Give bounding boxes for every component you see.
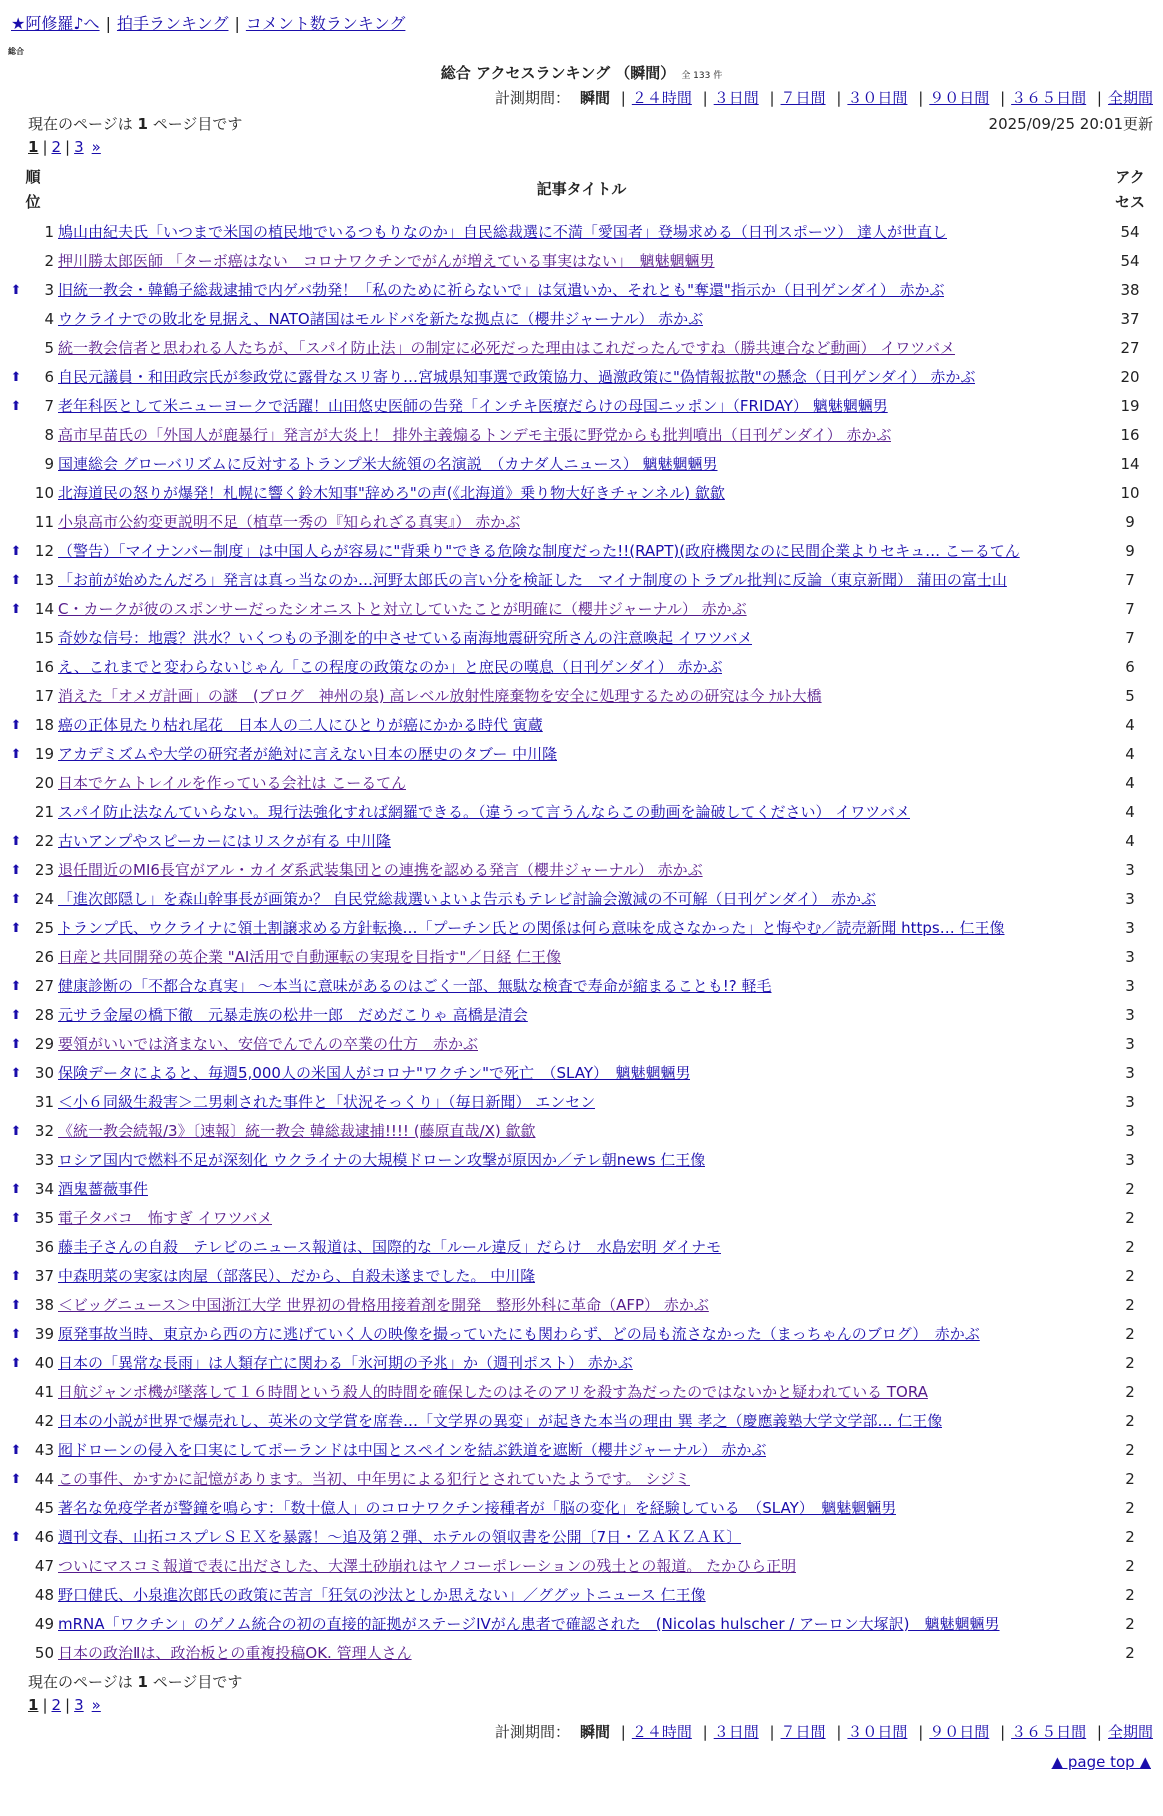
article-title-link[interactable]: 日本でケムトレイルを作っている会社は こーるてん <box>58 774 407 792</box>
table-row <box>0 305 1163 334</box>
table-row <box>0 856 1163 885</box>
table-row <box>0 1552 1163 1581</box>
rank-number: 19 <box>34 745 54 763</box>
period-link-90d[interactable]: ９０日間 <box>929 89 990 107</box>
table-row <box>0 711 1163 740</box>
access-count: 3 <box>1125 1035 1135 1053</box>
period-link-24h[interactable]: ２４時間 <box>631 1723 692 1741</box>
access-count: 2 <box>1125 1586 1135 1604</box>
rank-number: 39 <box>34 1325 54 1343</box>
table-row <box>0 1291 1163 1320</box>
up-arrow-icon: ⬆ <box>10 1008 22 1023</box>
table-row <box>0 1436 1163 1465</box>
article-title-link[interactable]: ついにマスコミ報道で表に出ださした、大澤土砂崩れはヤノコーポレーションの残土との報道。 たかひら正明 <box>58 1557 797 1575</box>
article-title-link[interactable]: 退任間近のMI6長官がアル・カイダ系武装集団との連携を認める発言（櫻井ジャーナル） 赤かぶ <box>58 861 703 879</box>
article-title-link[interactable]: 中森明菜の実家は肉屋（部落民）、だから、自殺未遂までした。 中川隆 <box>58 1267 536 1285</box>
up-arrow-icon: ⬆ <box>10 573 22 588</box>
rank-number: 9 <box>44 455 54 473</box>
table-row <box>0 1059 1163 1088</box>
up-arrow-icon: ⬆ <box>10 283 22 298</box>
up-arrow-icon: ⬆ <box>10 1211 22 1226</box>
period-link-24h[interactable]: ２４時間 <box>631 89 692 107</box>
rank-number: 40 <box>34 1354 54 1372</box>
article-title-link[interactable]: スパイ防止法なんていらない。現行法強化すれば網羅できる。（違うって言うんならこの動画を論破してください） イワツバメ <box>58 803 910 821</box>
up-arrow-icon: ⬆ <box>10 863 22 878</box>
rank-number: 4 <box>44 310 54 328</box>
article-title-link[interactable]: 日本の「異常な長雨」は人類存亡に関わる「氷河期の予兆」か（週刊ポスト） 赤かぶ <box>58 1354 633 1372</box>
table-row <box>0 769 1163 798</box>
period-link-7d[interactable]: ７日間 <box>780 1723 826 1741</box>
rank-number: 33 <box>34 1151 54 1169</box>
article-title-link[interactable]: C・カークが彼のスポンサーだったシオニストと対立していたことが明確に（櫻井ジャーナル） 赤かぶ <box>58 600 747 618</box>
pager-next[interactable]: » <box>91 1696 101 1714</box>
article-title-link[interactable]: 奇妙な信号：地震？洪水？いくつもの予測を的中させている南海地震研究所さんの注意喚起 イワツバメ <box>58 629 753 647</box>
rank-number: 7 <box>44 397 54 415</box>
article-title-link[interactable]: ウクライナでの敗北を見据え、NATO諸国はモルドバを新たな拠点に（櫻井ジャーナル） 赤かぶ <box>58 310 704 328</box>
table-row <box>0 1204 1163 1233</box>
access-count: 3 <box>1125 890 1135 908</box>
up-arrow-icon: ⬆ <box>10 1327 22 1342</box>
access-count: 2 <box>1125 1470 1135 1488</box>
rank-number: 42 <box>34 1412 54 1430</box>
rank-number: 44 <box>34 1470 54 1488</box>
article-title-link[interactable]: 健康診断の「不都合な真実」 ～本当に意味があるのはごく一部、無駄な検査で寿命が縮まることも!? 軽毛 <box>58 977 772 995</box>
rank-number: 8 <box>44 426 54 444</box>
article-title-link[interactable]: ＜小６同級生殺害＞二男刺された事件と「状況そっくり」（毎日新聞） エンセン <box>58 1093 596 1111</box>
article-title-link[interactable]: 日航ジャンボ機が墜落して１６時間という殺人的時間を確保したのはそのアリを殺す為だったのではないかと疑われている TORA <box>58 1383 928 1401</box>
clap-ranking-link[interactable]: 拍手ランキング <box>116 14 229 33</box>
rank-number: 20 <box>34 774 54 792</box>
rank-number: 35 <box>34 1209 54 1227</box>
access-count: 3 <box>1125 1151 1135 1169</box>
rank-number: 36 <box>34 1238 54 1256</box>
article-title-link[interactable]: 酒鬼薔薇事件 <box>58 1180 149 1198</box>
rank-number: 28 <box>34 1006 54 1024</box>
article-title-link[interactable]: 「お前が始めたんだろ」発言は真っ当なのか…河野太郎氏の言い分を検証した マイナ制度のトラブル批判に反論（東京新聞） 蒲田の富士山 <box>58 571 1007 589</box>
table-row <box>0 914 1163 943</box>
column-header-rank: 順 位 <box>25 168 41 211</box>
table-row <box>0 1117 1163 1146</box>
table-row <box>0 1175 1163 1204</box>
access-count: 4 <box>1125 803 1135 821</box>
up-arrow-icon: ⬆ <box>10 921 22 936</box>
access-count: 3 <box>1125 977 1135 995</box>
pager-page-2[interactable]: 2 <box>51 1696 62 1714</box>
rank-number: 18 <box>34 716 54 734</box>
title-text: 総合 アクセスランキング （瞬間） <box>440 64 676 82</box>
article-title-link[interactable]: 北海道民の怒りが爆発！札幌に響く鈴木知事"辞めろ"の声(《北海道》乗り物大好きチャンネル) 歙歙 <box>58 484 725 502</box>
access-count: 2 <box>1125 1354 1135 1372</box>
access-count: 3 <box>1125 1006 1135 1024</box>
article-title-link[interactable]: 「進次郎隠し」を森山幹事長が画策か？ 自民党総裁選いよいよ告示もテレビ討論会激減の不可解（日刊ゲンダイ） 赤かぶ <box>58 890 877 908</box>
article-title-link[interactable]: トランプ氏、ウクライナに領土割譲求める方針転換…「プーチン氏との関係は何ら意味を成さなかった」と悔やむ／読売新聞 https… 仁王像 <box>58 919 1005 937</box>
rank-number: 3 <box>44 281 54 299</box>
up-arrow-icon: ⬆ <box>10 1356 22 1371</box>
period-link-7d[interactable]: ７日間 <box>780 89 826 107</box>
ranking-table <box>0 218 1163 1668</box>
rank-number: 12 <box>34 542 54 560</box>
table-row <box>0 392 1163 421</box>
up-arrow-icon: ⬆ <box>10 1066 22 1081</box>
pager-top: 1 | 2 | 3 » <box>28 138 101 156</box>
rank-number: 27 <box>34 977 54 995</box>
rank-number: 30 <box>34 1064 54 1082</box>
table-row <box>0 218 1163 247</box>
table-row <box>0 1639 1163 1668</box>
table-row <box>0 1465 1163 1494</box>
access-count: 2 <box>1125 1441 1135 1459</box>
access-count: 37 <box>1120 310 1140 328</box>
article-title-link[interactable]: 電子タバコ 怖すぎ イワツバメ <box>58 1209 273 1227</box>
period-current: 瞬間 <box>579 89 610 107</box>
table-row <box>0 1378 1163 1407</box>
period-link-90d[interactable]: ９０日間 <box>929 1723 990 1741</box>
up-arrow-icon: ⬆ <box>10 1530 22 1545</box>
up-arrow-icon: ⬆ <box>10 892 22 907</box>
access-count: 7 <box>1125 600 1135 618</box>
access-count: 2 <box>1125 1528 1135 1546</box>
article-title-link[interactable]: ロシア国内で燃料不足が深刻化 ウクライナの大規模ドローン攻撃が原因か／テレ朝news 仁王像 <box>58 1151 706 1169</box>
access-count: 19 <box>1120 397 1140 415</box>
access-count: 14 <box>1120 455 1140 473</box>
total-count: 全 133 件 <box>681 71 723 81</box>
article-title-link[interactable]: 藤圭子さんの自殺 テレビのニュース報道は、国際的な「ルール違反」だらけ 水島宏明 ダイナモ <box>58 1238 722 1256</box>
rank-number: 23 <box>34 861 54 879</box>
article-title-link[interactable]: （警告）「マイナンバー制度」は中国人らが容易に"背乗り"できる危険な制度だった!!(RAPT)(政府機関なのに民間企業よりセキュ… こーるてん <box>58 542 1020 560</box>
rank-number: 48 <box>34 1586 54 1604</box>
access-count: 27 <box>1120 339 1140 357</box>
article-title-link[interactable]: 統一教会信者と思われる人たちが、「スパイ防止法」の制定に必死だった理由はこれだったんですね（勝共連合など動画） イワツバメ <box>58 339 955 357</box>
rank-number: 5 <box>44 339 54 357</box>
rank-number: 49 <box>34 1615 54 1633</box>
category-label: 総合 <box>8 47 24 56</box>
article-title-link[interactable]: 原発事故当時、東京から西の方に逃げていく人の映像を撮っていたにも関わらず、どの局も流さなかった（まっちゃんのブログ） 赤かぶ <box>58 1325 980 1343</box>
access-count: 3 <box>1125 1122 1135 1140</box>
up-arrow-icon: ⬆ <box>10 1182 22 1197</box>
top-nav <box>11 11 405 34</box>
home-link[interactable]: ★阿修羅♪へ <box>11 14 100 33</box>
access-count: 20 <box>1120 368 1140 386</box>
access-count: 9 <box>1125 542 1135 560</box>
access-count: 3 <box>1125 919 1135 937</box>
article-title-link[interactable]: 日本の政治Ⅱは、政治板との重複投稿OK. 管理人さん <box>58 1644 412 1662</box>
pager-page-2[interactable]: 2 <box>51 138 62 156</box>
article-title-link[interactable]: 野口健氏、小泉進次郎氏の政策に苦言「狂気の沙汰としか思えない」／ググットニュース 仁王像 <box>58 1586 706 1604</box>
table-row <box>0 334 1163 363</box>
rank-number: 14 <box>34 600 54 618</box>
table-row <box>0 682 1163 711</box>
period-label: 計測期間： <box>494 1723 570 1741</box>
pager-current: 1 <box>28 1696 39 1714</box>
access-count: 4 <box>1125 774 1135 792</box>
rank-number: 21 <box>34 803 54 821</box>
up-arrow-icon: ⬆ <box>10 1298 22 1313</box>
rank-number: 17 <box>34 687 54 705</box>
rank-number: 1 <box>44 223 54 241</box>
table-row <box>0 276 1163 305</box>
current-page-text: 現在のページは 1 ページ目です <box>28 115 243 133</box>
period-selector-top: 計測期間： 瞬間 | ２４時間 | ３日間 | ７日間 | ３０日間 | ９０日間 | ３６５日間 | 全期間 <box>494 89 1153 107</box>
article-title-link[interactable]: 国連総会 グローバリズムに反対するトランプ米大統領の名演説 （カナダ人ニュース） 魑魅魍魎男 <box>58 455 718 473</box>
table-row <box>0 1523 1163 1552</box>
table-row <box>0 363 1163 392</box>
article-title-link[interactable]: ＜ビッグニュース＞中国浙江大学 世界初の骨格用接着剤を開発 整形外科に革命（AFP） 赤かぶ <box>58 1296 709 1314</box>
article-title-link[interactable]: 自民元議員・和田政宗氏が参政党に露骨なスリ寄り…宮城県知事選で政策協力、過激政策に"偽情報拡散"の懸念（日刊ゲンダイ） 赤かぶ <box>58 368 976 386</box>
up-arrow-icon: ⬆ <box>10 1037 22 1052</box>
article-title-link[interactable]: 老年科医として米ニューヨークで活躍！山田悠史医師の告発「インチキ医療だらけの母国ニッポン」（FRIDAY） 魑魅魍魎男 <box>58 397 888 415</box>
table-row <box>0 595 1163 624</box>
current-page-text-bottom: 現在のページは 1 ページ目です <box>28 1673 243 1691</box>
table-row <box>0 1233 1163 1262</box>
period-link-365d[interactable]: ３６５日間 <box>1011 1723 1087 1741</box>
access-count: 2 <box>1125 1209 1135 1227</box>
pager-current: 1 <box>28 138 39 156</box>
up-arrow-icon: ⬆ <box>10 979 22 994</box>
access-count: 2 <box>1125 1499 1135 1517</box>
article-title-link[interactable]: 《統一教会続報/3》〔速報〕統一教会 韓総裁逮捕!!!! (藤原直哉/X) 歙歙 <box>58 1122 536 1140</box>
up-arrow-icon: ⬆ <box>10 1472 22 1487</box>
article-title-link[interactable]: 要領がいいでは済まない、安倍でんでんの卒業の仕方 赤かぶ <box>58 1035 479 1053</box>
article-title-link[interactable]: 旧統一教会・韓鶴子総裁逮捕で内ゲバ勃発！「私のために祈らないで」は気遣いか、それとも"奪還"指示か（日刊ゲンダイ） 赤かぶ <box>58 281 945 299</box>
rank-number: 32 <box>34 1122 54 1140</box>
period-link-30d[interactable]: ３０日間 <box>847 1723 908 1741</box>
nav-separator: | <box>234 14 240 33</box>
access-count: 10 <box>1120 484 1140 502</box>
rank-number: 38 <box>34 1296 54 1314</box>
period-link-all[interactable]: 全期間 <box>1107 1723 1153 1741</box>
access-count: 9 <box>1125 513 1135 531</box>
rank-number: 10 <box>34 484 54 502</box>
access-count: 5 <box>1125 687 1135 705</box>
article-title-link[interactable]: 押川勝太郎医師 「ターボ癌はない コロナワクチンでがんが増えている事実はない」 魑魅魍魎男 <box>58 252 715 270</box>
table-row <box>0 943 1163 972</box>
table-row <box>0 1349 1163 1378</box>
period-selector-bottom: 計測期間： 瞬間 | ２４時間 | ３日間 | ７日間 | ３０日間 | ９０日間 | ３６５日間 | 全期間 <box>494 1723 1153 1741</box>
rank-number: 47 <box>34 1557 54 1575</box>
table-row <box>0 1146 1163 1175</box>
table-row <box>0 1407 1163 1436</box>
period-link-3d[interactable]: ３日間 <box>713 89 759 107</box>
access-count: 2 <box>1125 1238 1135 1256</box>
access-count: 4 <box>1125 832 1135 850</box>
table-row <box>0 1581 1163 1610</box>
rank-number: 13 <box>34 571 54 589</box>
up-arrow-icon: ⬆ <box>10 1443 22 1458</box>
period-link-all[interactable]: 全期間 <box>1107 89 1153 107</box>
rank-number: 26 <box>34 948 54 966</box>
up-arrow-icon: ⬆ <box>10 718 22 733</box>
access-count: 2 <box>1125 1557 1135 1575</box>
pager-bottom: 1 | 2 | 3 » <box>28 1696 101 1714</box>
pager-page-3[interactable]: 3 <box>74 138 84 156</box>
page-title <box>0 62 1163 83</box>
rank-number: 2 <box>44 252 54 270</box>
up-arrow-icon: ⬆ <box>10 399 22 414</box>
rank-number: 46 <box>34 1528 54 1546</box>
access-count: 6 <box>1125 658 1135 676</box>
table-row <box>0 972 1163 1001</box>
rank-number: 34 <box>34 1180 54 1198</box>
up-arrow-icon: ⬆ <box>10 834 22 849</box>
rank-number: 11 <box>34 513 54 531</box>
access-count: 38 <box>1120 281 1140 299</box>
rank-number: 41 <box>34 1383 54 1401</box>
table-row <box>0 885 1163 914</box>
table-row <box>0 624 1163 653</box>
up-arrow-icon: ⬆ <box>10 747 22 762</box>
up-arrow-icon: ⬆ <box>10 544 22 559</box>
access-count: 2 <box>1125 1383 1135 1401</box>
table-row <box>0 1030 1163 1059</box>
table-row <box>0 247 1163 276</box>
access-count: 2 <box>1125 1412 1135 1430</box>
access-count: 7 <box>1125 571 1135 589</box>
rank-number: 15 <box>34 629 54 647</box>
table-row <box>0 1494 1163 1523</box>
article-title-link[interactable]: この事件、かすかに記憶があります。当初、中年男による犯行とされていたようです。 シジミ <box>58 1470 690 1488</box>
rank-number: 29 <box>34 1035 54 1053</box>
access-count: 54 <box>1120 223 1140 241</box>
access-count: 3 <box>1125 948 1135 966</box>
article-title-link[interactable]: 日本の小説が世界で爆売れし、英米の文学賞を席巻…「文学界の異変」が起きた本当の理由 巽 孝之（慶應義塾大学文学部… 仁王像 <box>58 1412 943 1430</box>
article-title-link[interactable]: 著名な免疫学者が警鐘を鳴らす：「数十億人」のコロナワクチン接種者が「脳の変化」を経験している （SLAY） 魑魅魍魎男 <box>58 1499 897 1517</box>
table-row <box>0 740 1163 769</box>
article-title-link[interactable]: 鳩山由紀夫氏「いつまで米国の植民地でいるつもりなのか」自民総裁選に不満「愛国者」登場求める（日刊スポーツ） 達人が世直し <box>58 223 948 241</box>
access-count: 16 <box>1120 426 1140 444</box>
up-arrow-icon: ⬆ <box>10 370 22 385</box>
rank-number: 6 <box>44 368 54 386</box>
period-link-3d[interactable]: ３日間 <box>713 1723 759 1741</box>
access-count: 3 <box>1125 1064 1135 1082</box>
pager-next[interactable]: » <box>91 138 101 156</box>
article-title-link[interactable]: 週刊文春、山拓コスプレＳＥＸを暴露！～追及第２弾、ホテルの領収書を公開〔7日・ＺＡＫＺＡＫ〕 <box>58 1528 742 1546</box>
table-row <box>0 1262 1163 1291</box>
access-count: 4 <box>1125 716 1135 734</box>
column-header-access: アク セス <box>1114 168 1145 211</box>
column-header-title: 記事タイトル <box>536 180 627 198</box>
table-row <box>0 450 1163 479</box>
access-count: 2 <box>1125 1296 1135 1314</box>
access-count: 2 <box>1125 1325 1135 1343</box>
up-arrow-icon: ⬆ <box>10 602 22 617</box>
access-count: 2 <box>1125 1180 1135 1198</box>
article-title-link[interactable]: 消えた「オメガ計画」の謎 (ブログ 神州の泉) 高レベル放射性廃棄物を安全に処理するための研究は今 ﾅﾙﾄ大橋 <box>58 687 822 705</box>
article-title-link[interactable]: え、これまでと変わらないじゃん「この程度の政策なのか」と庶民の嘆息（日刊ゲンダイ） 赤かぶ <box>58 658 723 676</box>
comment-ranking-link[interactable]: コメント数ランキング <box>245 14 406 33</box>
article-title-link[interactable]: 日産と共同開発の英企業 "AI活用で自動運転の実現を目指す"／日経 仁王像 <box>58 948 562 966</box>
table-row <box>0 1088 1163 1117</box>
up-arrow-icon: ⬆ <box>10 1269 22 1284</box>
access-count: 3 <box>1125 861 1135 879</box>
rank-number: 43 <box>34 1441 54 1459</box>
article-title-link[interactable]: アカデミズムや大学の研究者が絶対に言えない日本の歴史のタブー 中川隆 <box>58 745 558 763</box>
nav-separator: | <box>105 14 111 33</box>
pager-page-3[interactable]: 3 <box>74 1696 84 1714</box>
table-row <box>0 1610 1163 1639</box>
period-link-365d[interactable]: ３６５日間 <box>1011 89 1087 107</box>
table-row <box>0 566 1163 595</box>
table-row <box>0 537 1163 566</box>
rank-number: 31 <box>34 1093 54 1111</box>
access-count: 2 <box>1125 1267 1135 1285</box>
rank-number: 22 <box>34 832 54 850</box>
period-label: 計測期間： <box>494 89 570 107</box>
table-row <box>0 479 1163 508</box>
article-title-link[interactable]: 囮ドローンの侵入を口実にしてポーランドは中国とスペインを結ぶ鉄道を遮断（櫻井ジャーナル） 赤かぶ <box>58 1441 767 1459</box>
table-row <box>0 421 1163 450</box>
article-title-link[interactable]: 古いアンプやスピーカーにはリスクが有る 中川隆 <box>58 832 391 850</box>
table-row <box>0 1001 1163 1030</box>
rank-number: 50 <box>34 1644 54 1662</box>
article-title-link[interactable]: 小泉高市公約変更説明不足（植草一秀の『知られざる真実』） 赤かぶ <box>58 513 521 531</box>
period-link-30d[interactable]: ３０日間 <box>847 89 908 107</box>
page-top-link[interactable]: ▲ page top ▲ <box>1051 1753 1151 1771</box>
updated-timestamp: 2025/09/25 20:01更新 <box>988 115 1153 133</box>
table-row <box>0 653 1163 682</box>
table-row <box>0 1320 1163 1349</box>
table-row <box>0 798 1163 827</box>
rank-number: 16 <box>34 658 54 676</box>
access-count: 2 <box>1125 1644 1135 1662</box>
access-count: 4 <box>1125 745 1135 763</box>
article-title-link[interactable]: 保険データによると、毎週5,000人の米国人がコロナ"ワクチン"で死亡 （SLAY） 魑魅魍魎男 <box>58 1064 691 1082</box>
access-count: 2 <box>1125 1615 1135 1633</box>
rank-number: 37 <box>34 1267 54 1285</box>
article-title-link[interactable]: mRNA「ワクチン」のゲノム統合の初の直接的証拠がステージIVがん患者で確認された (Nicolas hulscher / アーロン大塚訳) 魑魅魍魎男 <box>58 1615 1000 1633</box>
period-current: 瞬間 <box>579 1723 610 1741</box>
access-count: 3 <box>1125 1093 1135 1111</box>
up-arrow-icon: ⬆ <box>10 1124 22 1139</box>
rank-number: 24 <box>34 890 54 908</box>
rank-number: 45 <box>34 1499 54 1517</box>
access-count: 54 <box>1120 252 1140 270</box>
table-row <box>0 827 1163 856</box>
rank-number: 25 <box>34 919 54 937</box>
access-count: 7 <box>1125 629 1135 647</box>
article-title-link[interactable]: 高市早苗氏の「外国人が鹿暴行」発言が大炎上！ 排外主義煽るトンデモ主張に野党からも批判噴出（日刊ゲンダイ） 赤かぶ <box>58 426 892 444</box>
article-title-link[interactable]: 癌の正体見たり枯れ尾花 日本人の二人にひとりが癌にかかる時代 寅蔵 <box>58 716 543 734</box>
article-title-link[interactable]: 元サラ金屋の橋下徹 元暴走族の松井一郎 だめだこりゃ 高橋是清会 <box>58 1006 528 1024</box>
table-row <box>0 508 1163 537</box>
